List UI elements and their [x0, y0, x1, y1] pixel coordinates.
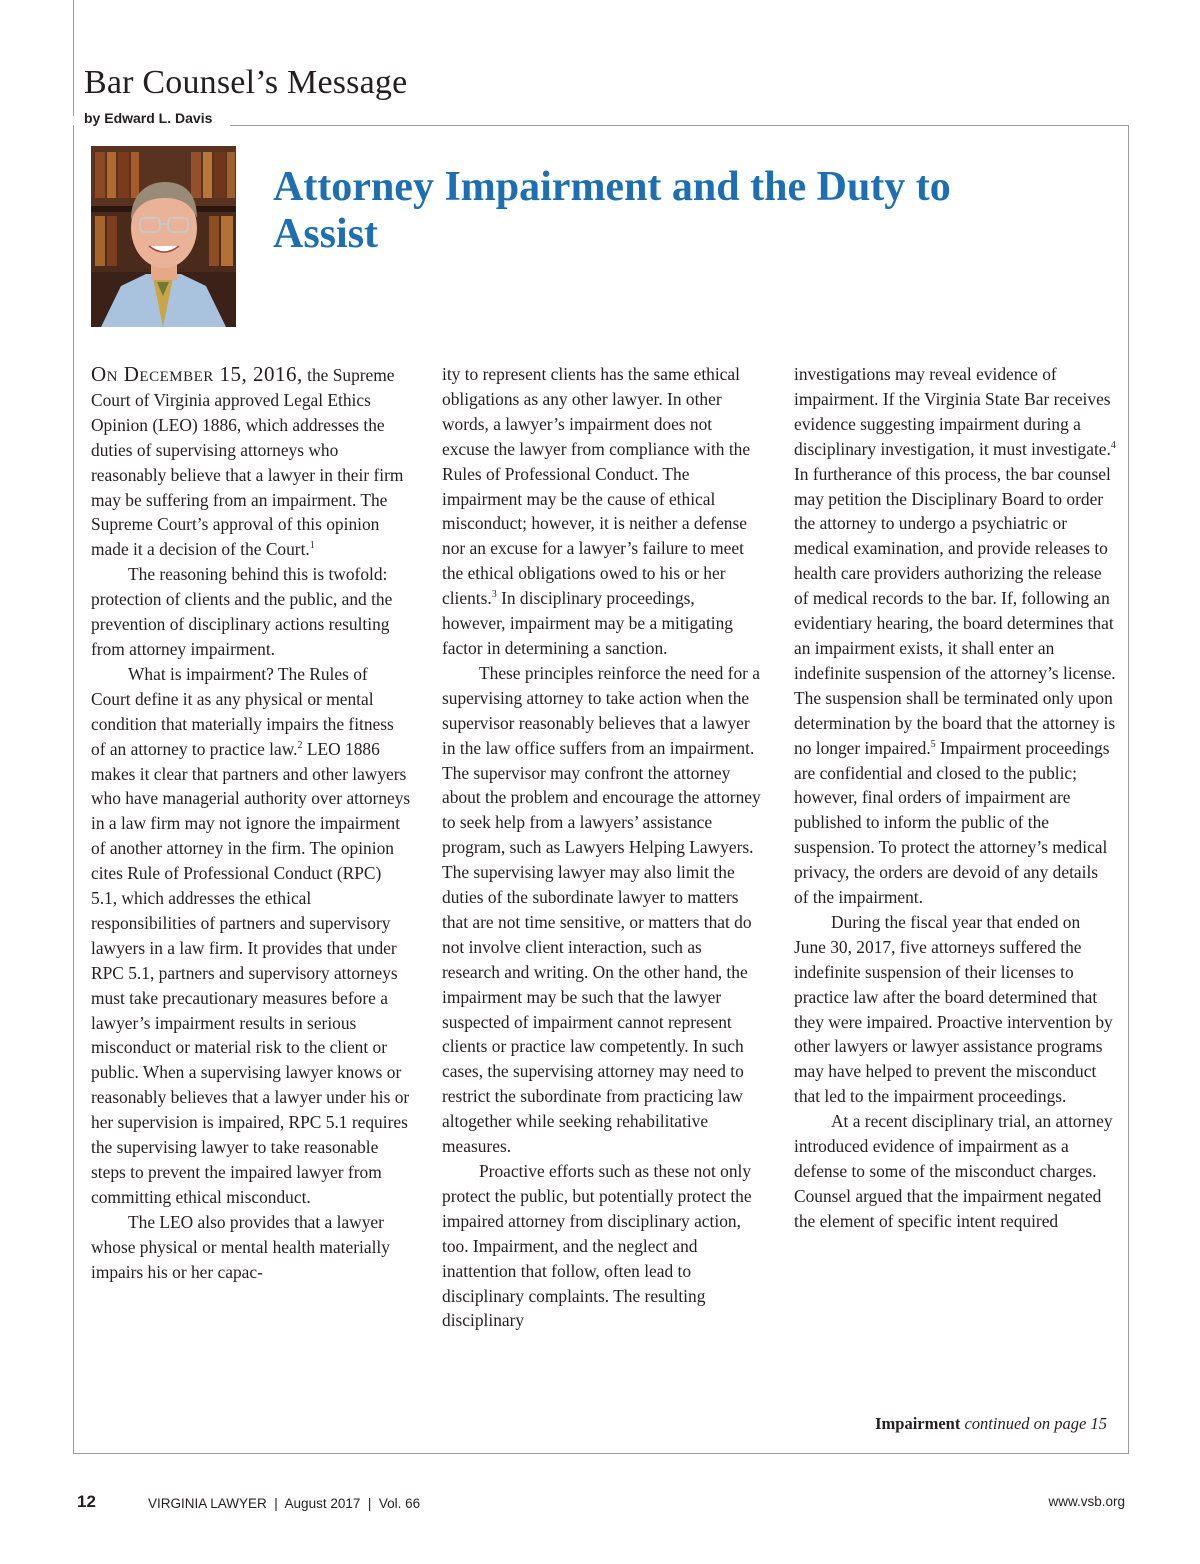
author-portrait-illustration	[91, 146, 236, 327]
continued-line	[875, 1414, 1107, 1434]
footnote-marker: 1	[309, 540, 315, 552]
footnote-marker: 2	[297, 739, 303, 751]
paragraph-text: investigations may reveal evidence of impairment. If the Virginia State Bar receives evidence suggesting impairment during a disciplinary investigation, it must investigate.	[794, 364, 1111, 459]
continued-keyword: Impairment	[875, 1414, 961, 1433]
article-headline: Attorney Impairment and the Duty to Assist	[273, 164, 951, 257]
article-column-1	[91, 362, 411, 1285]
page-number: 12	[77, 1492, 96, 1511]
paragraph-text: Impairment proceedings are confidential and closed to the public; however, final orders of impairment are published to inform the public of the suspension. To protect the attorney’s medical privacy, the orders are devoid of any details of the impairment.	[794, 737, 1110, 908]
paragraph	[91, 362, 411, 562]
footnote-marker: 3	[491, 589, 497, 601]
footnote-marker: 5	[930, 738, 936, 750]
footnote-marker: 4	[1110, 439, 1116, 451]
article-frame-top-rule	[230, 125, 1128, 126]
paragraph: These principles reinforce the need for a supervising attorney to take action when the supervisor reasonably believes that a lawyer in the law office suffers from an impairment. The supervisor may confront the attorney about the problem and encourage the attorney to seek help from a lawyers’ assistance program, such as Lawyers Helping Lawyers. The supervising lawyer may also limit the duties of the subordinate lawyer to matters that are not time sensitive, or matters that do not involve client interaction, such as research and writing. On the other hand, the impairment may be such that the lawyer suspected of impairment cannot represent clients or practice law competently. In such cases, the supervising attorney may need to restrict the subordinate from practicing law altogether while seeking rehabilitative measures.	[442, 662, 761, 1157]
paragraph	[442, 362, 762, 661]
paragraph-text: ity to represent clients has the same ethical obligations as any other lawyer. In other words, a lawyer’s impairment does not excuse the lawyer from compliance with the Rules of Professional Conduct. The impairment may be the cause of ethical misconduct; however, it is neither a defense nor an excuse for a lawyer’s failure to meet the ethical obligations owed to his or her clients.	[442, 364, 751, 609]
continued-page-ref: continued on page 15	[960, 1414, 1107, 1433]
article-column-3	[794, 362, 1116, 1234]
publication-info: VIRGINIA LAWYER | August 2017 | Vol. 66	[148, 1496, 421, 1511]
paragraph: During the fiscal year that ended on June 30, 2017, five attorneys suffered the indefinite suspension of their licenses to practice law after the board determined that they were impaired. Proactive intervention by other lawyers or lawyer assistance programs may have helped to prevent the misconduct that led to the impairment proceedings.	[794, 911, 1113, 1107]
page-left-rule	[73, 0, 74, 116]
paragraph-text: In disciplinary proceedings, however, impairment may be a mitigating factor in determining a sanction.	[442, 588, 733, 658]
paragraph	[794, 362, 1116, 910]
paragraph: At a recent disciplinary trial, an attorney introduced evidence of impairment as a defense to some of the misconduct charges. Counsel argued that the impairment negated the element of specific intent required	[794, 1111, 1113, 1231]
paragraph: Proactive efforts such as these not only protect the public, but potentially protect the impaired attorney from disciplinary action, too. Impairment, and the neglect and inattention that follow, often lead to disciplinary complaints. The resulting disciplinary	[442, 1161, 752, 1331]
paragraph: The reasoning behind this is twofold: protection of clients and the public, and the prevention of disciplinary actions resulting from attorney impairment.	[91, 564, 393, 659]
byline: by Edward L. Davis	[84, 110, 213, 126]
paragraph-text: the Supreme Court of Virginia approved Legal Ethics Opinion (LEO) 1886, which addresses the duties of supervising attorneys who reasonably believe that a lawyer in their firm may be suffering from an impairment. The Supreme Court’s approval of this opinion made it a decision of the Court.	[91, 365, 404, 560]
paragraph-text: In furtherance of this process, the bar counsel may petition the Disciplinary Board to order the attorney to undergo a psychiatric or medical examination, and provide releases to health care providers authorizing the release of medical records to the bar. If, following an evidentiary hearing, the board determines that an impairment exists, it shall enter an indefinite suspension of the attorney’s license. The suspension shall be terminated only upon determination by the board that the attorney is no longer impaired.	[794, 463, 1116, 758]
paragraph-text: What is impairment? The Rules of Court define it as any physical or mental condition that materially impairs the fitness of an attorney to practice law.	[91, 663, 394, 759]
website-url: www.vsb.org	[1048, 1494, 1125, 1509]
paragraph	[91, 662, 411, 1210]
paragraph: The LEO also provides that a lawyer whose physical or mental health materially impairs his or her capac-	[91, 1211, 390, 1282]
paragraph-text: LEO 1886 makes it clear that partners and other lawyers who have managerial authority over attorneys in a law firm may not ignore the impairment of another attorney in the firm. The opinion cites Rule of Professional Conduct (RPC) 5.1, which addresses the ethical responsibilities of partners and supervisory lawyers in a law firm. It provides that under RPC 5.1, partners and supervisory attorneys must take precautionary measures before a lawyer’s impairment results in serious misconduct or material risk to the client or public. When a supervising lawyer knows or reasonably believes that a lawyer under his or her supervision is impaired, RPC 5.1 requires the supervising lawyer to take reasonable steps to prevent the impaired lawyer from committing ethical misconduct.	[91, 738, 411, 1207]
dropcap-lead: On December 15, 2016,	[91, 362, 303, 386]
article-column-2	[442, 362, 762, 1333]
author-photo	[91, 146, 236, 327]
section-title: Bar Counsel’s Message	[84, 64, 408, 101]
